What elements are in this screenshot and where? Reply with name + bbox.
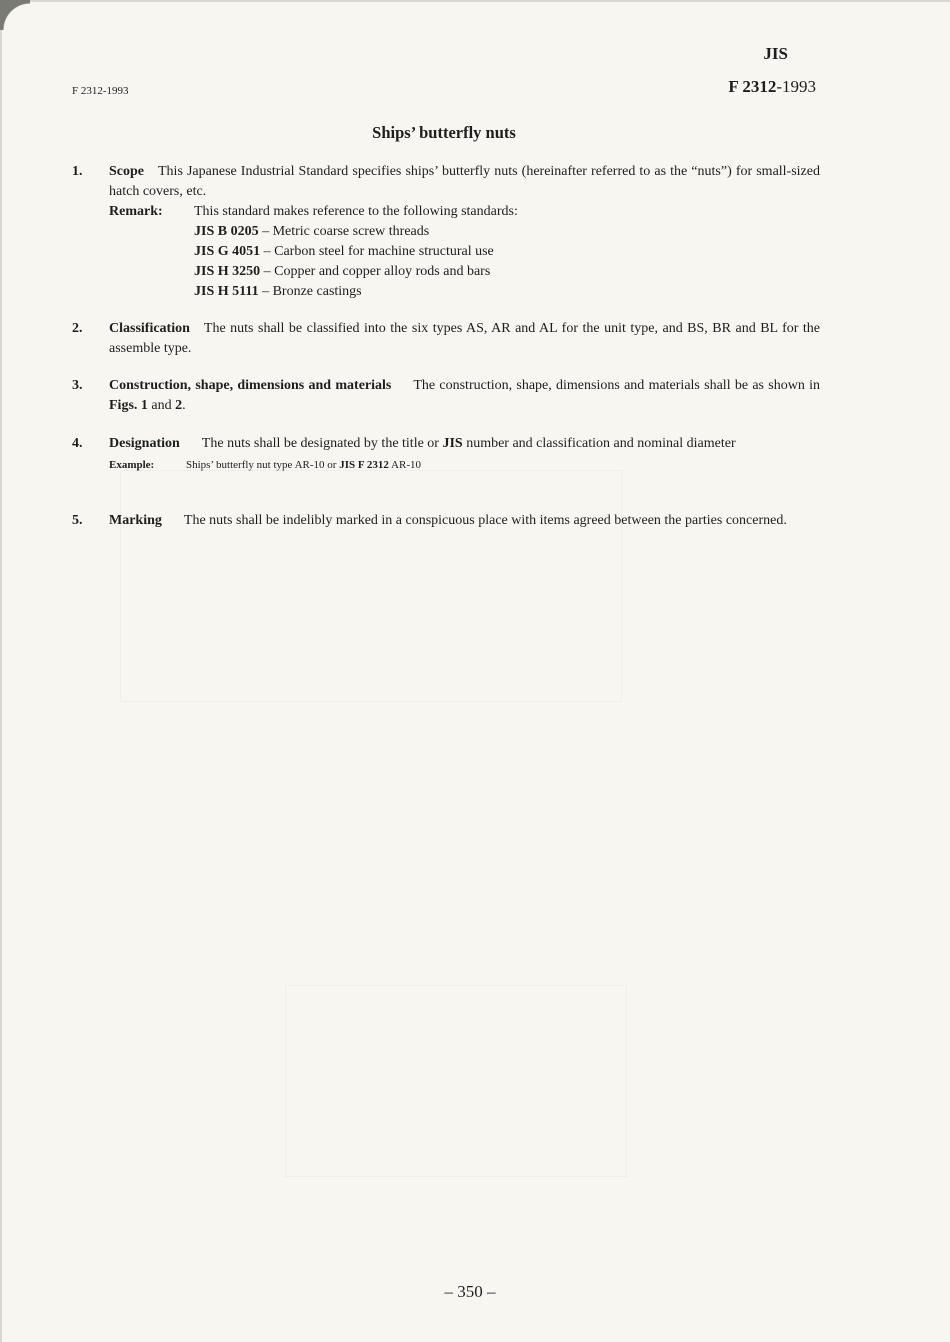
section-text-end: . bbox=[182, 398, 186, 413]
section-text-and: and bbox=[147, 398, 176, 413]
reference-desc: – Metric coarse screw threads bbox=[258, 224, 430, 239]
reference-desc: – Copper and copper alloy rods and bars bbox=[260, 264, 491, 279]
bleed-through-drawing bbox=[120, 470, 622, 702]
remark-intro: This standard makes reference to the following standards: bbox=[194, 204, 518, 219]
remark-block bbox=[109, 202, 820, 302]
section-text: The nuts shall be indelibly marked in a conspicuous place with items agreed between the parties concerned. bbox=[183, 513, 787, 528]
reference-code: JIS B 0205 bbox=[194, 224, 259, 239]
section-heading: Classification bbox=[109, 321, 190, 336]
reference-item bbox=[194, 282, 820, 302]
section-text: The nuts shall be classified into the six types AS, AR and AL for the unit type, and BS, BR and BL for the assemble type. bbox=[109, 321, 820, 356]
section-number: 1. bbox=[72, 164, 83, 179]
section-heading: Scope bbox=[109, 164, 144, 179]
section-heading: Construction, shape, dimensions and materials bbox=[109, 378, 392, 393]
section-text: This Japanese Industrial Standard specifies ships’ butterfly nuts (hereinafter referred to as the “nuts”) for small-sized hatch covers, etc. bbox=[109, 164, 820, 199]
reference-desc: – Carbon steel for machine structural use bbox=[260, 244, 494, 259]
section-heading: Designation bbox=[109, 436, 180, 451]
example-label: Example: bbox=[109, 459, 155, 471]
running-header: F 2312-1993 bbox=[72, 85, 129, 97]
section-classification bbox=[72, 319, 820, 359]
example-code: JIS F 2312 bbox=[339, 459, 389, 471]
standard-year: -1993 bbox=[776, 77, 816, 96]
example-text: Ships’ butterfly nut type AR-10 or bbox=[186, 459, 340, 471]
reference-list bbox=[194, 222, 820, 302]
section-scope bbox=[72, 162, 820, 302]
reference-code: JIS G 4051 bbox=[194, 244, 261, 259]
section-text: The construction, shape, dimensions and materials shall be as shown in bbox=[413, 378, 821, 393]
section-number: 2. bbox=[72, 321, 83, 336]
standard-code: F 2312 bbox=[728, 77, 777, 96]
section-number: 5. bbox=[72, 513, 83, 528]
reference-desc: – Bronze castings bbox=[258, 284, 362, 299]
section-designation bbox=[72, 434, 820, 474]
standard-number bbox=[728, 77, 816, 97]
figure-ref: Figs. 1 bbox=[109, 398, 148, 413]
example-suffix: AR-10 bbox=[388, 459, 421, 471]
jis-ref: JIS bbox=[442, 436, 463, 451]
figure-ref: 2 bbox=[175, 398, 183, 413]
section-text-b: number and classification and nominal diameter bbox=[462, 436, 736, 451]
reference-code: JIS H 3250 bbox=[194, 264, 261, 279]
section-text: The nuts shall be designated by the title or bbox=[201, 436, 443, 451]
jis-logo: JIS bbox=[763, 44, 788, 63]
bleed-through-table bbox=[285, 985, 627, 1177]
reference-item bbox=[194, 242, 820, 262]
reference-code: JIS H 5111 bbox=[194, 284, 259, 299]
section-number: 4. bbox=[72, 436, 83, 451]
reference-item bbox=[194, 262, 820, 282]
page-number: – 350 – bbox=[444, 1282, 496, 1301]
section-heading: Marking bbox=[109, 513, 162, 528]
remark-label: Remark: bbox=[109, 204, 163, 219]
section-number: 3. bbox=[72, 378, 83, 393]
section-construction bbox=[72, 376, 820, 416]
reference-item bbox=[194, 222, 820, 242]
scan-corner bbox=[0, 0, 30, 30]
document-title: Ships’ butterfly nuts bbox=[372, 123, 516, 142]
